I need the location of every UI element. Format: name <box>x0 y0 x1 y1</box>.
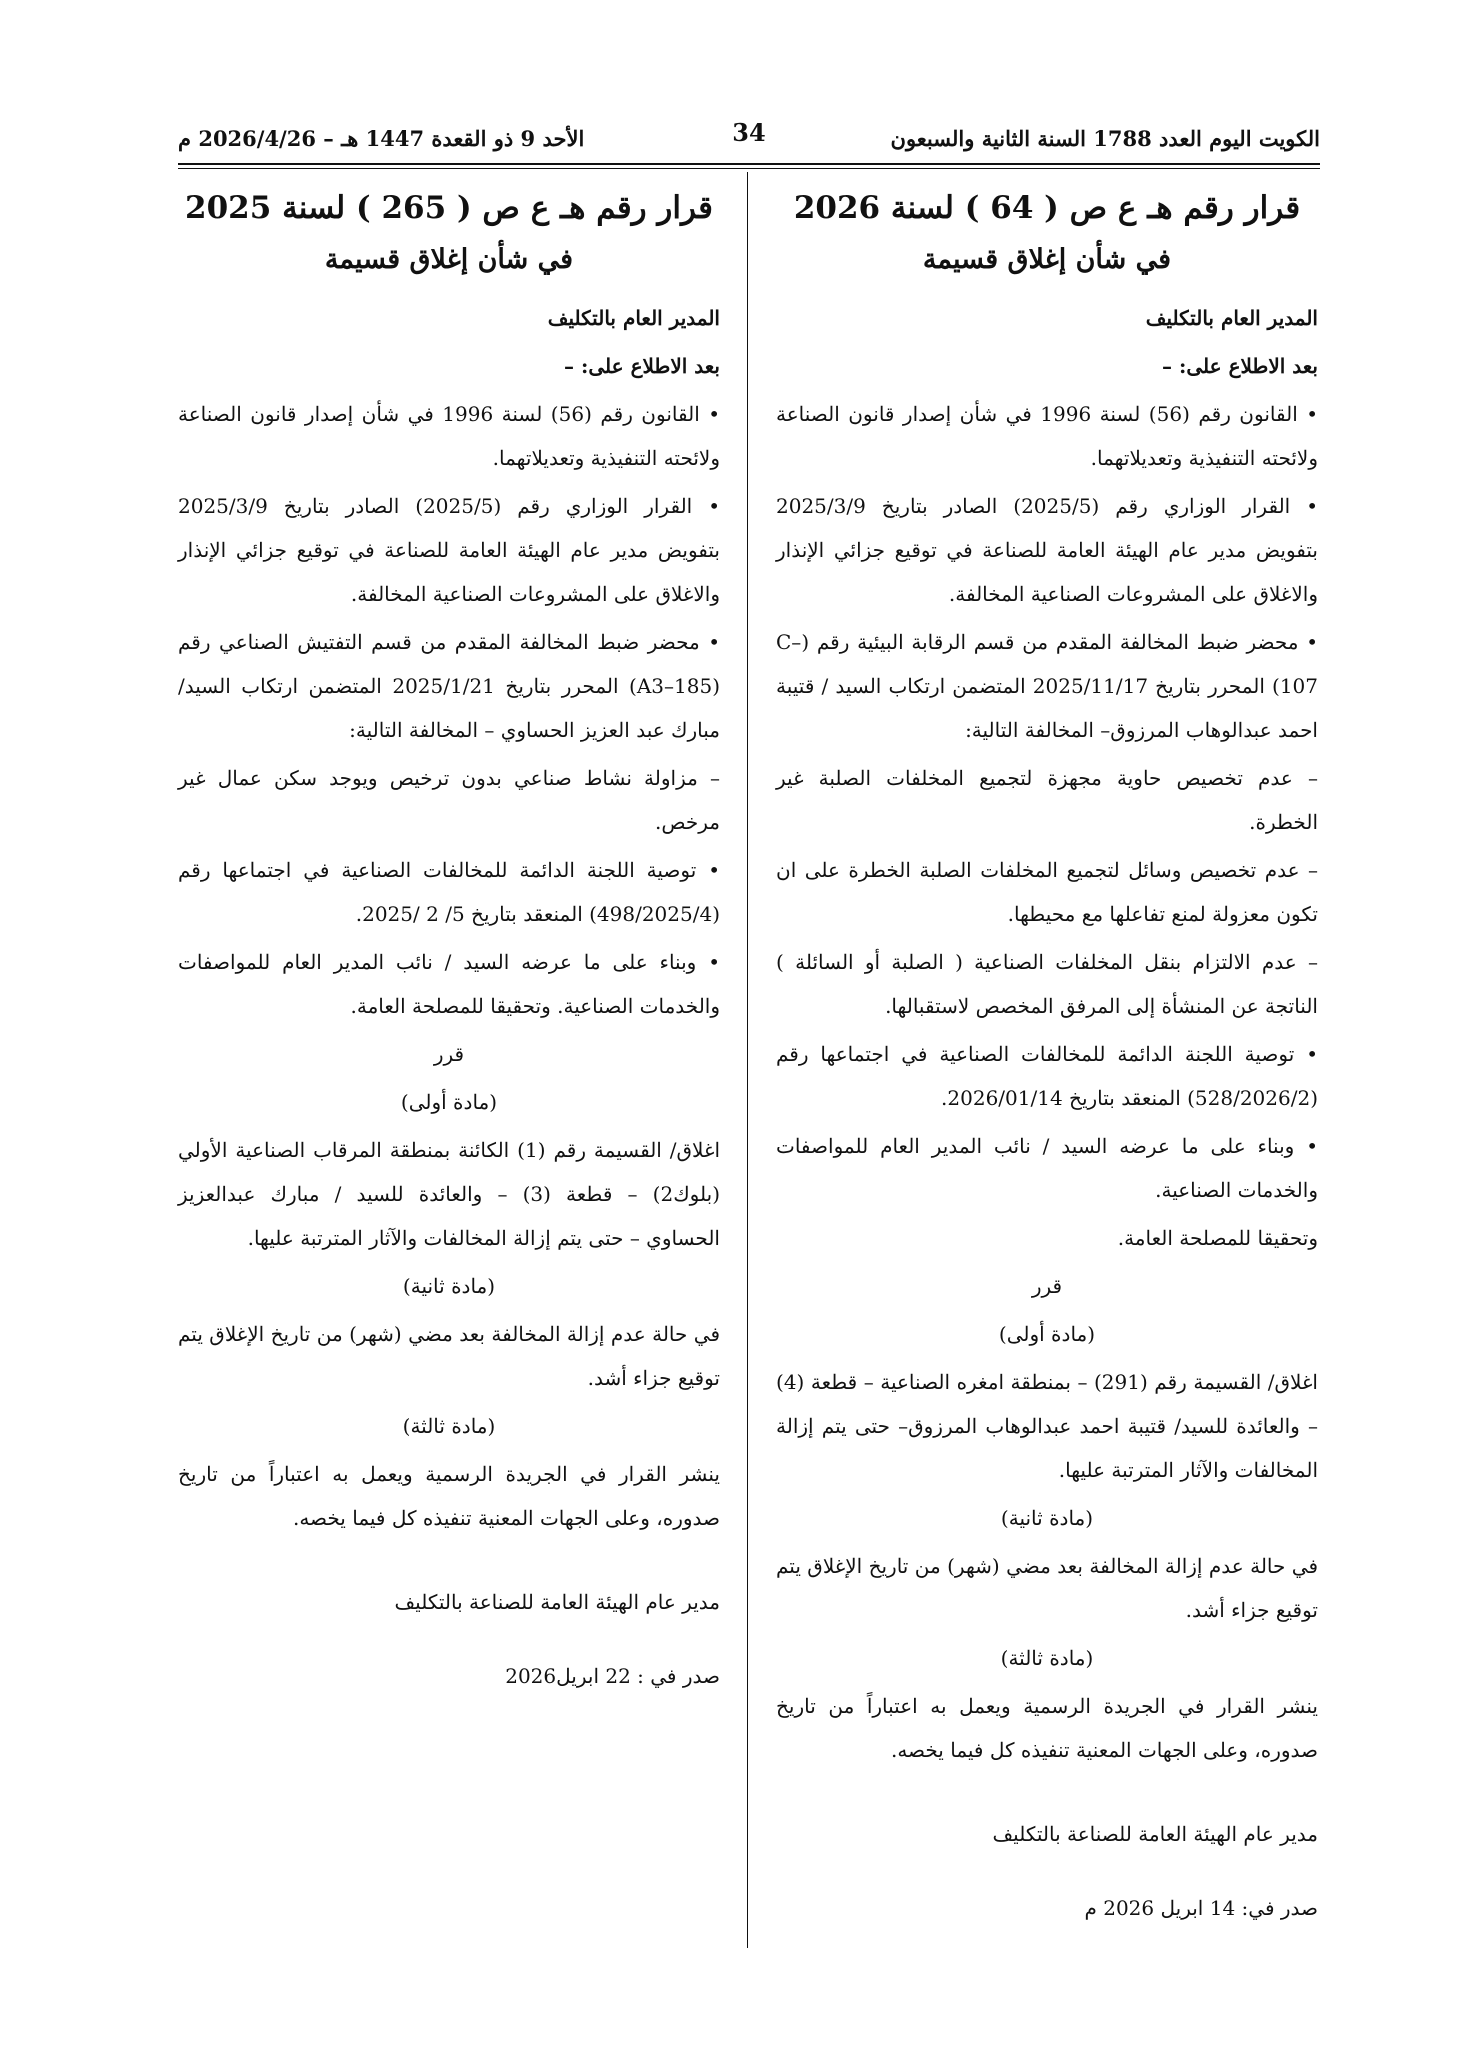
preamble-item: • القانون رقم (56) لسنة 1996 في شأن إصدار قانون الصناعة ولائحته التنفيذية وتعديلاتهما. <box>178 402 720 470</box>
violation-item: – عدم تخصيص حاوية مجهزة لتجميع المخلفات الصلبة غير الخطرة. <box>776 766 1318 834</box>
article-3-text: ينشر القرار في الجريدة الرسمية ويعمل به اعتباراً من تاريخ صدوره، وعلى الجهات المعنية تنفيذه كل فيما يخصه. <box>776 1694 1318 1762</box>
decision-subtitle: في شأن إغلاق قسيمة <box>922 244 1172 275</box>
signature: مدير عام الهيئة العامة للصناعة بالتكليف <box>394 1590 720 1614</box>
preamble-intro: بعد الاطلاع على: – <box>1162 354 1318 378</box>
article-3-heading: (مادة ثالثة) <box>1000 1646 1094 1670</box>
issuer: المدير العام بالتكليف <box>547 306 720 330</box>
issuer: المدير العام بالتكليف <box>1145 306 1318 330</box>
page-number: 34 <box>732 118 766 147</box>
preamble-item: • محضر ضبط المخالفة المقدم من قسم الرقابة البيئية رقم (C–107) المحرر بتاريخ 2025/11/17 المتضمن ارتكاب السيد / قتيبة احمد عبدالوهاب المرزوق– المخالفة التالية: <box>776 630 1318 742</box>
preamble-item: • وبناء على ما عرضه السيد / نائب المدير العام للمواصفات والخدمات الصناعية. وتحقيقا للمصلحة العامة. <box>178 950 720 1018</box>
header-rule-thin <box>178 168 1320 169</box>
article-1-text: اغلاق/ القسيمة رقم (291) – بمنطقة امغره الصناعية – قطعة (4) – والعائدة للسيد/ قتيبة احمد عبدالوهاب المرزوق– حتى يتم إزالة المخالفات والآثار المترتبة عليها. <box>776 1370 1318 1482</box>
header-rule <box>178 163 1320 165</box>
preamble-item: • القانون رقم (56) لسنة 1996 في شأن إصدار قانون الصناعة ولائحته التنفيذية وتعديلاتهما. <box>776 402 1318 470</box>
decided-heading: قرر <box>433 1042 465 1066</box>
article-3-text: ينشر القرار في الجريدة الرسمية ويعمل به اعتباراً من تاريخ صدوره، وعلى الجهات المعنية تنفيذه كل فيما يخصه. <box>178 1462 720 1530</box>
issue-date: الأحد 9 ذو القعدة 1447 هـ – 2026/4/26 م <box>178 126 585 151</box>
article-1-heading: (مادة أولى) <box>400 1090 498 1114</box>
preamble-item: • محضر ضبط المخالفة المقدم من قسم التفتيش الصناعي رقم (A3–185) المحرر بتاريخ 2025/1/21 المتضمن ارتكاب السيد/ مبارك عبد العزيز الحساوي – المخالفة التالية: <box>178 630 720 742</box>
decided-heading: قرر <box>1031 1274 1063 1298</box>
decision-title: قرار رقم هـ ع ص ( 64 ) لسنة 2026 <box>793 190 1301 226</box>
decision-title: قرار رقم هـ ع ص ( 265 ) لسنة 2025 <box>185 190 713 226</box>
violation-item: – مزاولة نشاط صناعي بدون ترخيص ويوجد سكن عمال غير مرخص. <box>178 766 720 834</box>
preamble-item: • وبناء على ما عرضه السيد / نائب المدير العام للمواصفات والخدمات الصناعية. <box>776 1134 1318 1202</box>
article-1-text: اغلاق/ القسيمة رقم (1) الكائنة بمنطقة المرقاب الصناعية الأولي (بلوك2) – قطعة (3) – والعائدة للسيد / مبارك عبدالعزيز الحساوي – حتى يتم إزالة المخالفات والآثار المترتبة عليها. <box>178 1138 720 1250</box>
violation-item: – عدم الالتزام بنقل المخلفات الصناعية ( الصلبة أو السائلة ) الناتجة عن المنشأة إلى المرفق المخصص لاستقبالها. <box>776 950 1318 1018</box>
preamble-item: وتحقيقا للمصلحة العامة. <box>1117 1226 1318 1250</box>
article-2-text: في حالة عدم إزالة المخالفة بعد مضي (شهر) من تاريخ الإغلاق يتم توقيع جزاء أشد. <box>178 1322 720 1390</box>
page-header <box>178 118 1320 158</box>
decision-subtitle: في شأن إغلاق قسيمة <box>324 244 574 275</box>
signature: مدير عام الهيئة العامة للصناعة بالتكليف <box>992 1822 1318 1846</box>
article-2-heading: (مادة ثانية) <box>1000 1506 1094 1530</box>
column-divider <box>747 172 748 1948</box>
article-3-heading: (مادة ثالثة) <box>402 1414 496 1438</box>
preamble-item: • توصية اللجنة الدائمة للمخالفات الصناعية في اجتماعها رقم (498/2025/4) المنعقد بتاريخ 5/ 2 /2025. <box>178 858 720 926</box>
gazette-issue-info: الكويت اليوم العدد 1788 السنة الثانية والسبعون <box>890 126 1320 151</box>
issue-date-line: صدر في : 22 ابريل2026 <box>505 1664 720 1688</box>
article-1-heading: (مادة أولى) <box>998 1322 1096 1346</box>
decision-265-column <box>178 178 720 1702</box>
preamble-item: • القرار الوزاري رقم (2025/5) الصادر بتاريخ 2025/3/9 بتفويض مدير عام الهيئة العامة للصناعة في توقيع جزائي الإنذار والاغلاق على المشروعات الصناعية المخالفة. <box>776 494 1319 606</box>
preamble-intro: بعد الاطلاع على: – <box>564 354 720 378</box>
article-2-text: في حالة عدم إزالة المخالفة بعد مضي (شهر) من تاريخ الإغلاق يتم توقيع جزاء أشد. <box>776 1554 1318 1622</box>
decision-64-column <box>776 178 1318 1934</box>
article-2-heading: (مادة ثانية) <box>402 1274 496 1298</box>
preamble-item: • توصية اللجنة الدائمة للمخالفات الصناعية في اجتماعها رقم (528/2026/2) المنعقد بتاريخ 2026/01/14. <box>776 1042 1318 1110</box>
issue-date-line: صدر في: 14 ابريل 2026 م <box>1084 1896 1318 1920</box>
preamble-item: • القرار الوزاري رقم (2025/5) الصادر بتاريخ 2025/3/9 بتفويض مدير عام الهيئة العامة للصناعة في توقيع جزائي الإنذار والاغلاق على المشروعات الصناعية المخالفة. <box>178 494 721 606</box>
violation-item: – عدم تخصيص وسائل لتجميع المخلفات الصلبة الخطرة على ان تكون معزولة لمنع تفاعلها مع محيطها. <box>776 858 1318 926</box>
